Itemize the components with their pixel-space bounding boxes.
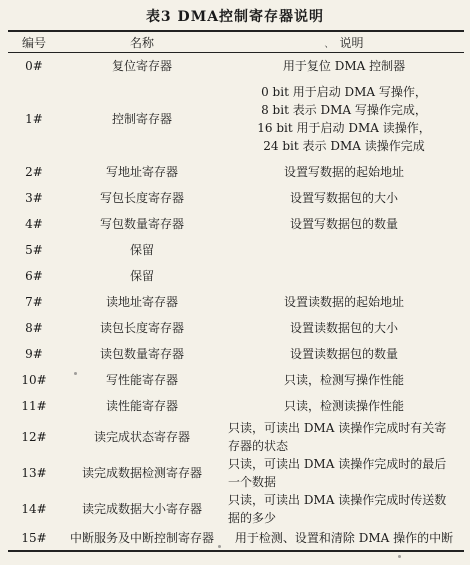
description-line: 16 bit 用于启动 DMA 读操作， — [257, 120, 431, 135]
table-row — [8, 289, 464, 315]
register-number: 1# — [25, 111, 43, 126]
register-number: 5# — [25, 242, 43, 257]
description-line: 设置读数据包的大小 — [289, 320, 398, 335]
description-line: 用于复位 DMA 控制器 — [282, 58, 406, 73]
register-number: 14# — [21, 501, 47, 516]
register-name: 写包长度寄存器 — [99, 190, 184, 205]
header-desc-label: 说明 — [339, 35, 364, 50]
description-line: 只读，检测读操作性能 — [283, 398, 404, 413]
table-row — [8, 393, 464, 419]
register-description — [224, 527, 464, 551]
register-name: 保留 — [129, 242, 154, 257]
register-description — [224, 185, 464, 211]
header-desc-mark: 、 — [324, 39, 334, 50]
register-description — [224, 263, 464, 289]
register-name: 读完成数据大小寄存器 — [81, 501, 202, 516]
header-number: 编号 — [21, 35, 46, 50]
description-line: 设置写数据包的数量 — [289, 216, 398, 231]
description-line: 设置写数据包的大小 — [289, 190, 398, 205]
scan-speck — [398, 555, 401, 558]
register-number: 11# — [21, 398, 47, 413]
table-row — [8, 491, 464, 527]
register-name: 写包数量寄存器 — [99, 216, 184, 231]
register-number: 10# — [21, 372, 47, 387]
description-line: 只读，可读出 DMA 读操作完成时传送数 — [228, 492, 447, 507]
table-row — [8, 237, 464, 263]
register-name: 读包数量寄存器 — [99, 346, 184, 361]
description-line: 8 bit 表示 DMA 写操作完成， — [261, 102, 427, 117]
register-number: 7# — [25, 294, 43, 309]
register-number: 0# — [25, 58, 43, 73]
register-name: 复位寄存器 — [111, 58, 172, 73]
table-row — [8, 79, 464, 159]
description-line: 只读，检测写操作性能 — [283, 372, 404, 387]
description-line: 只读，可读出 DMA 读操作完成时有关寄 — [228, 420, 447, 435]
table-row — [8, 527, 464, 551]
register-number: 3# — [25, 190, 43, 205]
table-header-row — [8, 31, 464, 53]
register-description — [224, 79, 464, 159]
table-row — [8, 263, 464, 289]
table-row — [8, 455, 464, 491]
scan-speck — [74, 372, 77, 375]
register-description — [224, 289, 464, 315]
description-line: 据的多少 — [228, 510, 277, 525]
register-name: 写性能寄存器 — [105, 372, 178, 387]
description-line: 0 bit 用于启动 DMA 写操作， — [261, 84, 427, 99]
header-desc — [224, 31, 464, 53]
description-line: 24 bit 表示 DMA 读操作完成 — [263, 138, 425, 153]
register-description — [224, 341, 464, 367]
register-name: 控制寄存器 — [111, 111, 172, 126]
table-body — [8, 53, 464, 551]
table-row — [8, 159, 464, 185]
register-number: 9# — [25, 346, 43, 361]
register-name: 写地址寄存器 — [105, 164, 178, 179]
register-description — [224, 455, 464, 491]
register-description — [224, 491, 464, 527]
header-name: 名称 — [129, 35, 154, 50]
table-title: 表3 DMA控制寄存器说明 — [145, 9, 325, 25]
register-name: 读包长度寄存器 — [99, 320, 184, 335]
register-name: 保留 — [129, 268, 154, 283]
register-name: 中断服务及中断控制寄存器 — [69, 531, 214, 545]
table-row — [8, 53, 464, 79]
register-name: 读地址寄存器 — [105, 294, 178, 309]
description-line: 设置读数据的起始地址 — [283, 294, 404, 309]
table-row — [8, 367, 464, 393]
register-name: 读完成数据检测寄存器 — [81, 465, 202, 480]
register-number: 8# — [25, 320, 43, 335]
register-name: 读性能寄存器 — [105, 398, 178, 413]
description-line: 只读，可读出 DMA 读操作完成时的最后 — [228, 456, 447, 471]
register-description — [224, 367, 464, 393]
table-row — [8, 341, 464, 367]
table-row — [8, 419, 464, 455]
register-number: 2# — [25, 164, 43, 179]
description-line: 设置读数据包的数量 — [289, 346, 398, 361]
description-line: 存器的状态 — [228, 438, 289, 453]
register-number: 13# — [21, 465, 47, 480]
register-number: 6# — [25, 268, 43, 283]
table-row — [8, 211, 464, 237]
description-line: 一个数据 — [228, 474, 277, 489]
register-table — [8, 30, 464, 552]
register-description — [224, 419, 464, 455]
register-description — [224, 53, 464, 79]
description-line: 用于检测、设置和清除 DMA 操作的中断 — [234, 531, 454, 545]
register-name: 读完成状态寄存器 — [93, 429, 190, 444]
register-description — [224, 211, 464, 237]
register-number: 15# — [21, 531, 47, 545]
table-row — [8, 315, 464, 341]
register-number: 12# — [21, 429, 47, 444]
register-description — [224, 159, 464, 185]
scan-speck — [218, 545, 221, 548]
description-line: 设置写数据的起始地址 — [283, 164, 404, 179]
register-number: 4# — [25, 216, 43, 231]
register-description — [224, 315, 464, 341]
table-row — [8, 185, 464, 211]
register-description — [224, 393, 464, 419]
register-description — [224, 237, 464, 263]
